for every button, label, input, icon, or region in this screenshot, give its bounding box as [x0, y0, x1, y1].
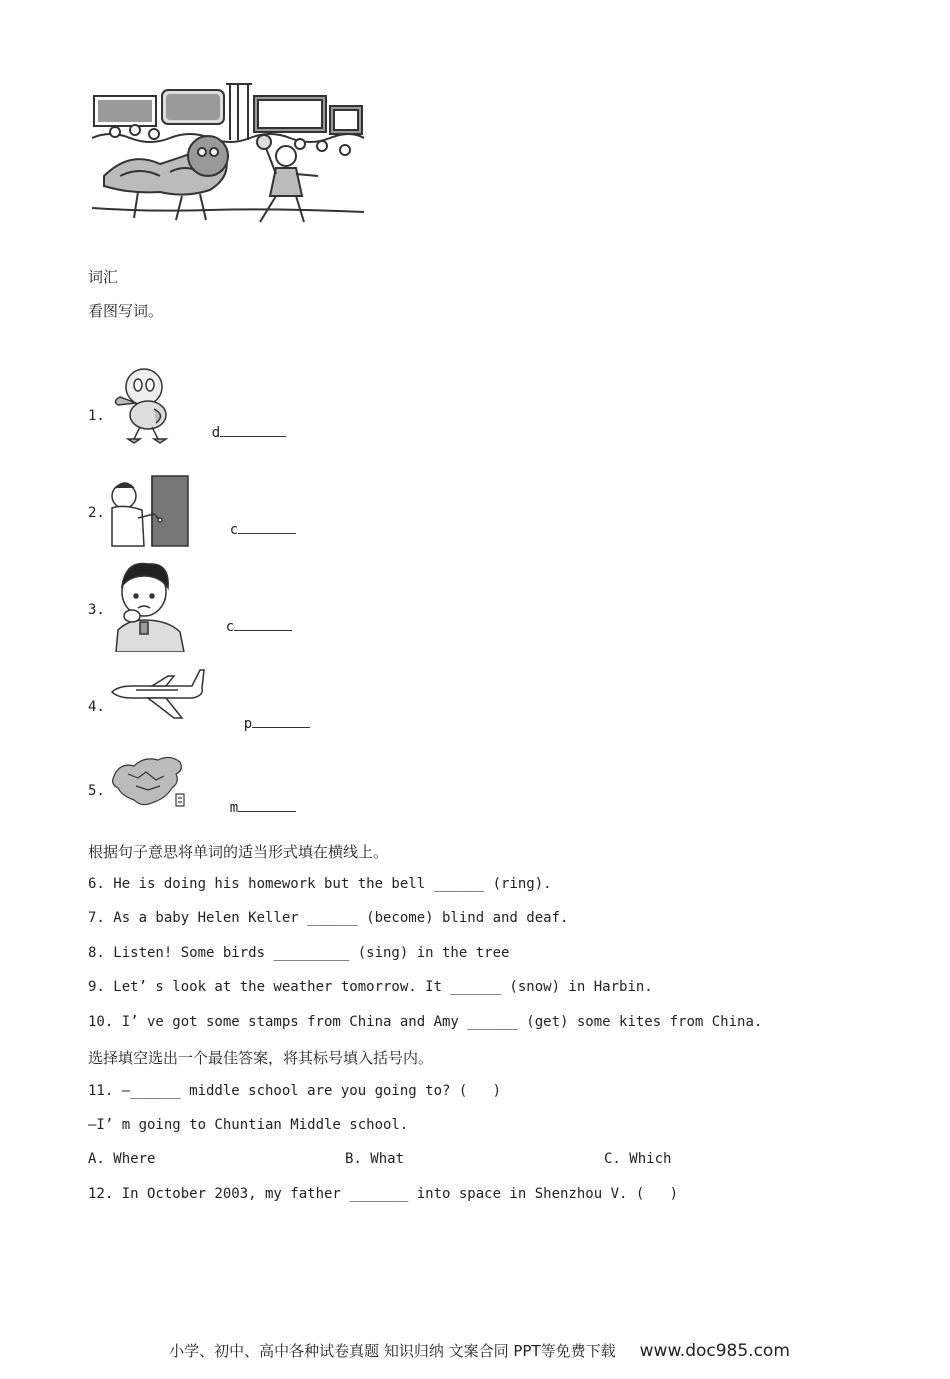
door-icon [108, 474, 190, 548]
item-number: 3. [88, 602, 105, 618]
item-hint: c [229, 522, 239, 538]
item-answer-line[interactable] [196, 783, 296, 832]
sentence-7: 7. As a baby Helen Keller ______ (become) blind and deaf. [88, 910, 569, 926]
duck-icon [108, 365, 174, 445]
question-11-response: —I’ m going to Chuntian Middle school. [88, 1117, 409, 1133]
option-c[interactable]: C. Which [604, 1151, 672, 1167]
answer-blank[interactable] [220, 424, 286, 437]
option-b[interactable]: B. What [345, 1151, 405, 1167]
footer-site-link[interactable]: www.doc985.com [639, 1341, 790, 1361]
item-hint: d [211, 425, 221, 441]
sentence-9: 9. Let’ s look at the weather tomorrow. It ______ (snow) in Harbin. [88, 979, 653, 995]
footer-text: 小学、初中、高中各种试卷真题 知识归纳 文案合同 PPT等免费下载 [169, 1342, 616, 1360]
item-number: 5. [88, 783, 105, 799]
boy-icon [108, 558, 188, 652]
item-hint: c [225, 619, 235, 635]
part3-instruction: 选择填空选出一个最佳答案，将其标号填入括号内。 [88, 1049, 434, 1067]
item-hint: m [229, 800, 239, 816]
part2-instruction: 根据句子意思将单词的适当形式填在横线上。 [88, 843, 389, 861]
sentence-10: 10. I’ ve got some stamps from China and Amy ______ (get) some kites from China. [88, 1014, 763, 1030]
part1-instruction: 看图写词。 [88, 302, 164, 320]
answer-blank[interactable] [234, 618, 292, 631]
item-answer-line[interactable] [192, 602, 292, 651]
item-number: 1. [88, 408, 105, 424]
item-number: 4. [88, 699, 105, 715]
footer [150, 1322, 790, 1379]
sentence-6: 6. He is doing his homework but the bell ______ (ring). [88, 876, 552, 892]
option-a[interactable]: A. Where [88, 1151, 156, 1167]
sentence-8: 8. Listen! Some birds _________ (sing) in the tree [88, 945, 510, 961]
item-hint: p [243, 716, 253, 732]
item-answer-line[interactable] [178, 408, 286, 457]
question-11: 11. —______ middle school are you going to? ( ) [88, 1083, 502, 1099]
answer-blank[interactable] [252, 715, 310, 728]
item-number: 2. [88, 505, 105, 521]
item-answer-line[interactable] [196, 505, 296, 554]
map-icon [108, 752, 192, 812]
lion-dance-illustration-icon [90, 80, 365, 230]
answer-blank[interactable] [238, 799, 296, 812]
item-answer-line[interactable] [210, 699, 310, 748]
question-12: 12. In October 2003, my father _______ into space in Shenzhou V. ( ) [88, 1186, 679, 1202]
plane-icon [108, 666, 206, 722]
section-label: 词汇 [88, 268, 119, 286]
answer-blank[interactable] [238, 521, 296, 534]
